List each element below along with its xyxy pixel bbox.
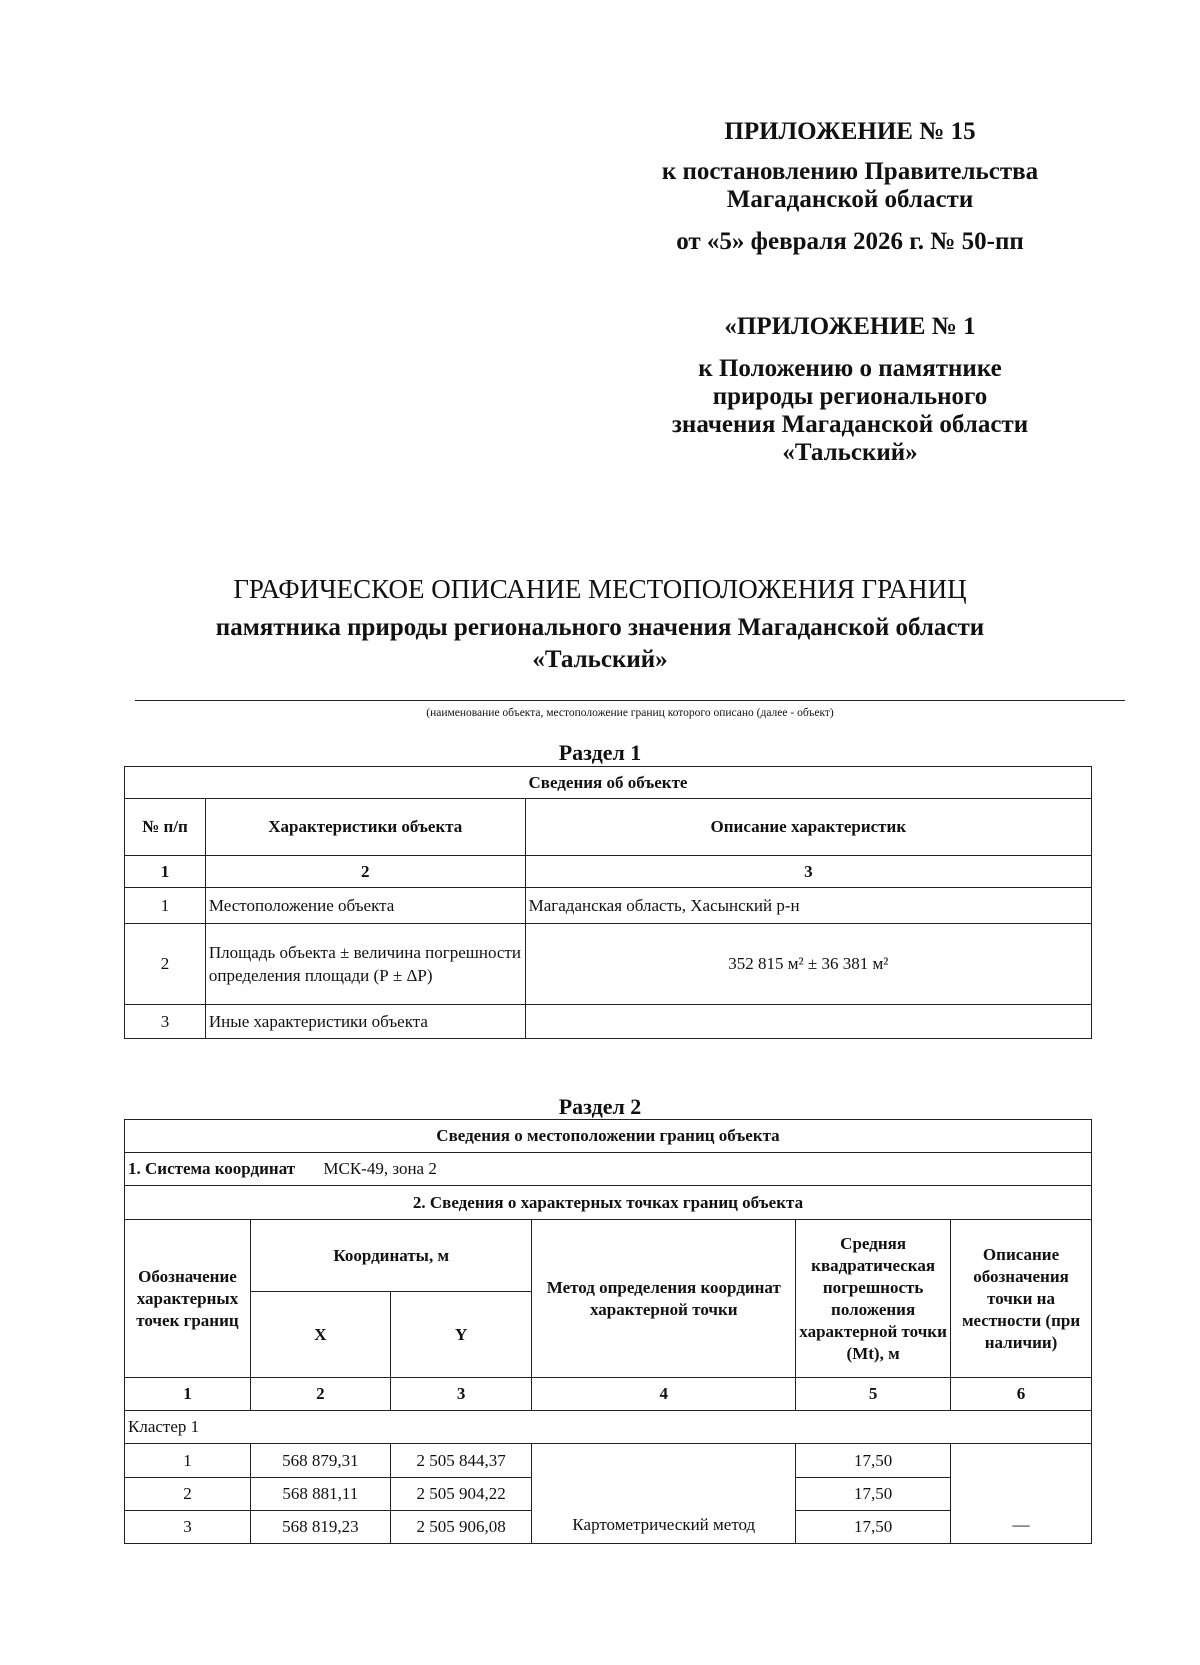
col-header-designation: Обозначение характерных точек границ (125, 1220, 251, 1378)
inner-line-1: к Положению о памятнике (698, 355, 1002, 382)
section2-heading: Раздел 2 (558, 1094, 642, 1119)
point-id: 2 (125, 1478, 251, 1511)
col-number: 1 (125, 856, 206, 888)
document-title-line-1: ГРАФИЧЕСКОЕ ОПИСАНИЕ МЕСТОПОЛОЖЕНИЯ ГРАНИЦ (233, 574, 967, 604)
col-header-method: Метод определения координат характерной точки (532, 1220, 796, 1378)
col-number: 2 (205, 856, 525, 888)
point-x: 568 879,31 (250, 1444, 390, 1478)
row-description: Магаданская область, Хасынский р-н (525, 888, 1091, 924)
appendix-title: ПРИЛОЖЕНИЕ № 15 (724, 118, 976, 145)
row-description: 352 815 м² ± 36 381 м² (525, 924, 1091, 1005)
cluster-label: Кластер 1 (125, 1411, 1092, 1444)
col-header-description: Описание характеристик (525, 799, 1091, 856)
table-row (125, 1444, 1092, 1478)
inner-line-4: «Тальский» (782, 439, 918, 466)
resolution-date: от «5» февраля 2026 г. № 50-пп (676, 228, 1024, 255)
coord-system-row (125, 1153, 1092, 1186)
title-underline (135, 700, 1125, 701)
inner-line-3: значения Магаданской области (671, 411, 1029, 438)
col-number: 1 (125, 1378, 251, 1411)
col-number: 2 (250, 1378, 390, 1411)
point-x: 568 819,23 (250, 1511, 390, 1544)
point-y: 2 505 906,08 (390, 1511, 532, 1544)
table-row (125, 1005, 1092, 1039)
col-header-characteristic: Характеристики объекта (205, 799, 525, 856)
coord-system-label: 1. Система координат (128, 1159, 296, 1178)
point-description: — (951, 1444, 1092, 1544)
row-characteristic: Местоположение объекта (205, 888, 525, 924)
inner-appendix-title: «ПРИЛОЖЕНИЕ № 1 (724, 313, 976, 340)
document-title-line-3: «Тальский» (532, 646, 668, 673)
table-row (125, 888, 1092, 924)
row-description (525, 1005, 1091, 1039)
col-number: 5 (796, 1378, 951, 1411)
point-method: Картометрический метод (532, 1444, 796, 1544)
section2-table-title: Сведения о местоположении границ объекта (125, 1120, 1092, 1153)
col-number: 6 (951, 1378, 1092, 1411)
resolution-line-2: Магаданской области (726, 186, 974, 213)
col-header-y: Y (390, 1292, 532, 1378)
point-y: 2 505 844,37 (390, 1444, 532, 1478)
section1-heading: Раздел 1 (558, 740, 642, 765)
col-header-num: № п/п (125, 799, 206, 856)
section1-table-title: Сведения об объекте (125, 767, 1092, 799)
row-num: 3 (125, 1005, 206, 1039)
point-mt: 17,50 (796, 1444, 951, 1478)
title-caption: (наименование объекта, местоположение границ которого описано (далее - объект) (426, 707, 834, 719)
section2-table (124, 1119, 1092, 1544)
row-num: 2 (125, 924, 206, 1005)
row-num: 1 (125, 888, 206, 924)
point-y: 2 505 904,22 (390, 1478, 532, 1511)
col-number: 3 (390, 1378, 532, 1411)
col-number: 4 (532, 1378, 796, 1411)
row-characteristic: Площадь объекта ± величина погрешности определения площади (Р ± ΔР) (205, 924, 525, 1005)
document-title-line-2: памятника природы регионального значения Магаданской области (215, 614, 985, 641)
point-mt: 17,50 (796, 1478, 951, 1511)
point-id: 3 (125, 1511, 251, 1544)
col-number: 3 (525, 856, 1091, 888)
point-x: 568 881,11 (250, 1478, 390, 1511)
col-header-error: Средняя квадратическая погрешность положения характерной точки (Mt), м (796, 1220, 951, 1378)
point-mt: 17,50 (796, 1511, 951, 1544)
row-characteristic: Иные характеристики объекта (205, 1005, 525, 1039)
coord-system-value: МСК-49, зона 2 (323, 1159, 437, 1178)
inner-line-2: природы регионального (712, 383, 988, 410)
resolution-line-1: к постановлению Правительства (661, 158, 1039, 185)
points-title: 2. Сведения о характерных точках границ объекта (125, 1186, 1092, 1220)
section1-table (124, 766, 1092, 1039)
col-header-x: X (250, 1292, 390, 1378)
table-row (125, 924, 1092, 1005)
point-id: 1 (125, 1444, 251, 1478)
col-header-point-description: Описание обозначения точки на местности (при наличии) (951, 1220, 1092, 1378)
col-header-coordinates: Координаты, м (250, 1220, 532, 1292)
